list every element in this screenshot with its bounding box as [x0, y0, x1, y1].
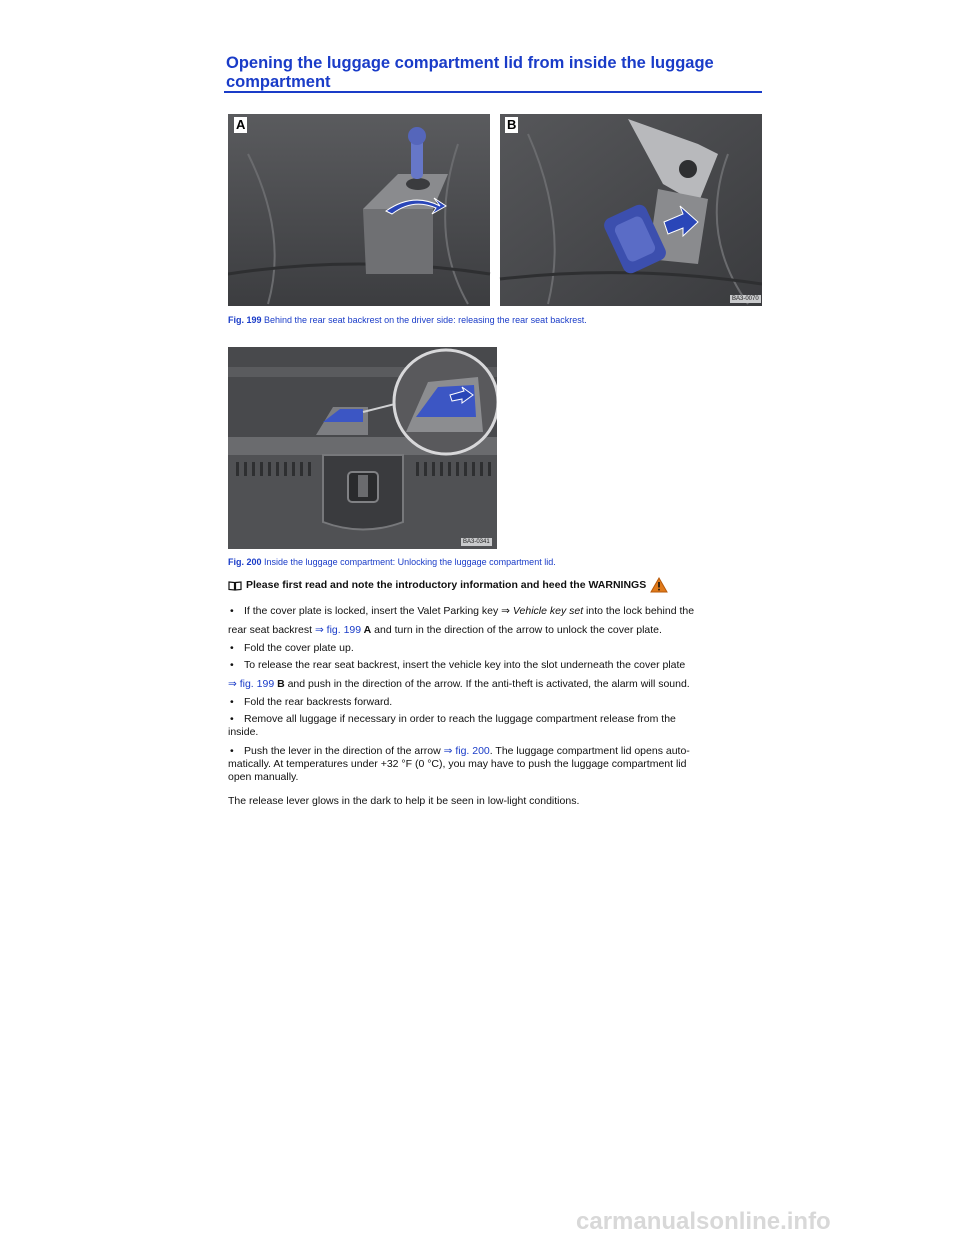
- title-divider: [224, 91, 762, 93]
- bullet: •: [230, 713, 234, 725]
- panel-label-a: A: [236, 117, 246, 132]
- step-4: • Fold the rear backrests forward.: [230, 696, 393, 708]
- figure-199-illustration: [228, 114, 762, 306]
- fig-200-link[interactable]: ⇒ fig. 200: [443, 745, 490, 757]
- figure-199-caption: [228, 315, 587, 325]
- watermark: carmanualsonline.info: [576, 1208, 831, 1235]
- figure-200-illustration: [228, 347, 497, 549]
- step-5: • Remove all luggage if necessary in order to reach the luggage compartment release from the inside.: [228, 713, 676, 738]
- figure-199-caption-number: Fig. 199: [228, 315, 262, 325]
- figure-200-caption: [228, 557, 556, 567]
- figure-199-image-id: BA3-0070: [732, 296, 759, 302]
- figure-199-caption-text: Behind the rear seat backrest on the driver side: releasing the rear seat backrest.: [264, 315, 587, 325]
- fig-199-link[interactable]: ⇒ fig. 199: [314, 624, 362, 636]
- intro-text: Please first read and note the introductory information and heed the WARNINGS: [246, 579, 647, 591]
- fig-199-link[interactable]: ⇒ fig. 199: [228, 678, 275, 690]
- intro-notice: [228, 577, 668, 593]
- vehicle-key-set-reference: Vehicle key set: [512, 605, 584, 617]
- figure-200-caption-number: Fig. 200: [228, 557, 262, 567]
- figure-200: [228, 347, 497, 549]
- book-icon: [228, 580, 242, 591]
- page-title: Opening the luggage compartment lid from inside the luggage compartment: [226, 54, 714, 91]
- step-3: • To release the rear seat backrest, insert the vehicle key into the slot underneath the cover plate ⇒ fig. 199 B and push in the direction of the arrow. If the anti-theft is activated, the alarm will sound.: [228, 659, 690, 690]
- panel-label-b: B: [507, 117, 517, 132]
- step-6: • Push the lever in the direction of the arrow ⇒ fig. 200. The luggage compartment lid opens auto- matically. At temperatures under +32 °F (0 °C), you may have to push the luggage compartment lid open manually.: [228, 745, 690, 783]
- bullet: •: [230, 642, 234, 654]
- closing-paragraph: The release lever glows in the dark to help it be seen in low-light conditions.: [228, 795, 580, 807]
- bullet: •: [230, 605, 234, 617]
- step-2: • Fold the cover plate up.: [230, 642, 354, 654]
- figure-199: [228, 114, 762, 306]
- bullet: •: [230, 696, 234, 708]
- warning-triangle-icon[interactable]: [650, 577, 668, 593]
- figure-200-image-id: BA3-0341: [463, 539, 490, 545]
- step-1: • If the cover plate is locked, insert the Valet Parking key ⇒ Vehicle key set into the lock behind the rear seat backrest ⇒ fig. 199 A and turn in the direction of the arrow to unlock the cover plate.: [228, 605, 695, 636]
- bullet: •: [230, 659, 234, 671]
- bullet: •: [230, 745, 234, 757]
- figure-200-caption-text: Inside the luggage compartment: Unlocking the luggage compartment lid.: [264, 557, 556, 567]
